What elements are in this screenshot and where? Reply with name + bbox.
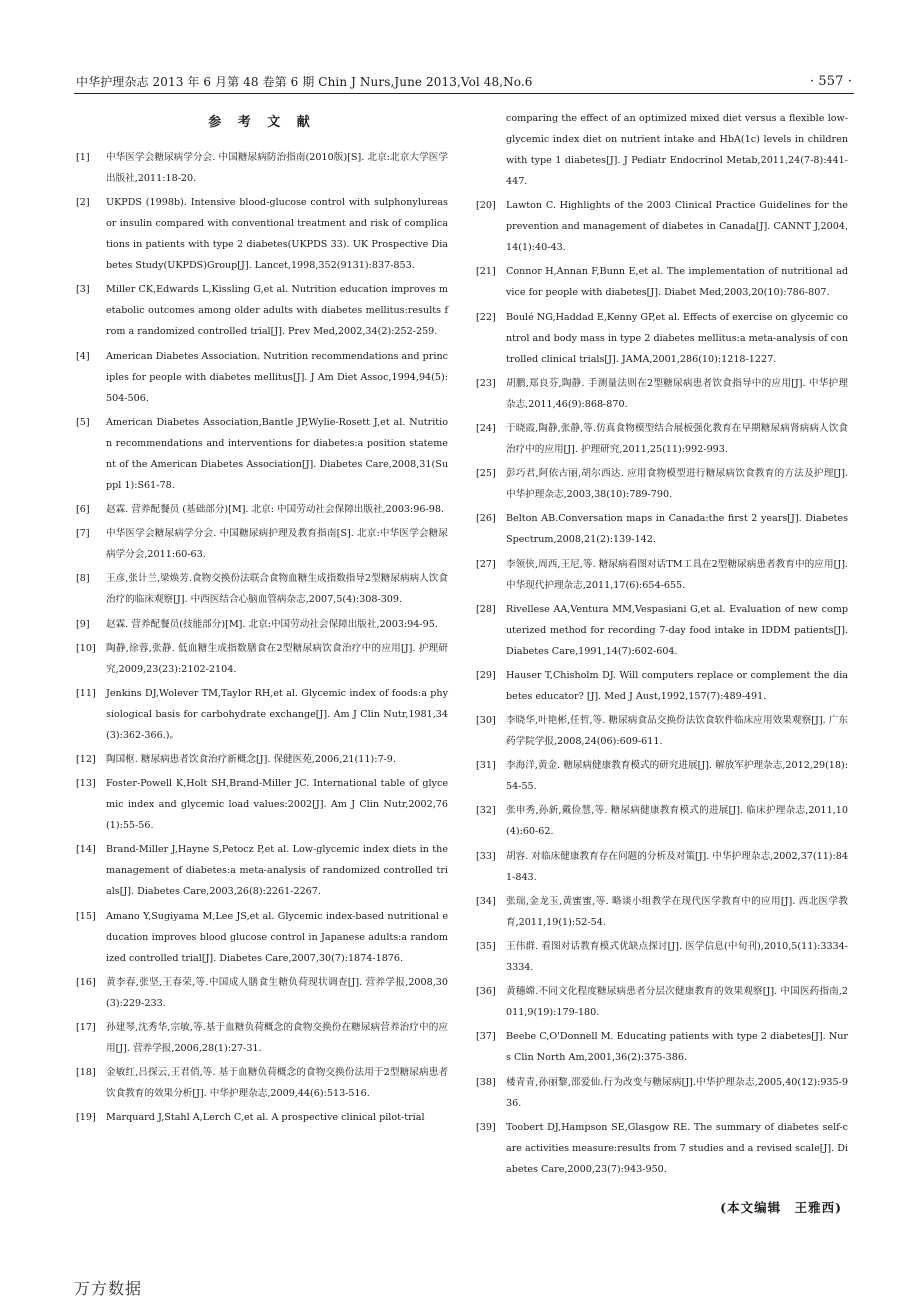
reference-entry [476,936,848,978]
reference-number: [2] [76,197,90,209]
reference-entry [76,568,448,610]
reference-entry [476,891,848,933]
reference-text: 赵霖. 营养配餐员(技能部分)[M]. 北京:中国劳动社会保障出版社,2003:94-95. [106,618,438,630]
reference-number: [14] [76,844,96,856]
reference-entry [476,800,848,842]
reference-number: [36] [476,986,496,998]
reference-number: [23] [476,377,496,389]
reference-text: 金敏红,吕探云,王君俏,等. 基于血糖负荷概念的食物交换份法用于2型糖尿病患者饮食教育的效果分析[J]. 中华护理杂志,2009,44(6):513-516. [106,1067,448,1100]
running-header [76,72,852,92]
reference-number: [35] [476,941,496,952]
right-column [476,108,848,1216]
reference-text: 黄李春,张坚,王春荣,等.中国成人膳食生糖负荷现状调查[J]. 营养学报,2008,30(3):229-233. [106,976,448,1009]
page-number: · 557 · [809,74,852,89]
reference-entry [76,906,448,969]
reference-number: [12] [76,754,96,766]
reference-number: [22] [476,311,496,323]
reference-entry [476,755,848,797]
references-heading: 参 考 文 献 [208,115,316,130]
reference-text: 陶静,徐蓉,张静. 低血糖生成指数膳食在2型糖尿病饮食治疗中的应用[J]. 护理研究,2009,23(23):2102-2104. [106,642,448,675]
reference-text: 陶国枢. 糖尿病患者饮食治疗新概念[J]. 保健医苑,2006,21(11):7-9. [106,754,396,766]
reference-text: Jenkins DJ,Wolever TM,Taylor RH,et al. Glycemic index of foods:a physiological basis for carbohydrate exchange[J]. Am J Clin Nutr,1981,34(3):362-366.)。 [106,687,448,741]
reference-number: [11] [76,687,96,699]
reference-entry [476,665,848,707]
reference-number: [32] [476,805,496,817]
reference-entry [476,373,848,415]
reference-text: 李海洋,黄金. 糖尿病健康教育模式的研究进展[J]. 解放军护理杂志,2012,29(18):54-55. [506,760,848,793]
left-column [76,108,448,1132]
reference-number: [21] [476,266,496,278]
reference-text: Boulé NG,Haddad E,Kenny GP,et al. Effects of exercise on glycemic control and body mass in type 2 diabetes mellitus:a meta-analysis of controlled clinical trials[J]. JAMA,2001,286(10):1218-1227. [506,311,848,365]
reference-number: [34] [476,895,496,907]
reference-text: Hauser T,Chisholm DJ. Will computers replace or complement the diabetes educator? [J]. Med J Aust,1992,157(7):489-491. [506,669,848,702]
reference-number: [33] [476,850,496,862]
reference-text: 黄穗嫦.不同文化程度糖尿病患者分层次健康教育的效果观察[J]. 中国医药指南,2011,9(19):179-180. [506,986,848,1019]
reference-entry [76,346,448,409]
reference-entry [476,307,848,370]
reference-entry [76,839,448,902]
reference-number: [18] [76,1067,96,1079]
reference-entry [76,773,448,836]
reference-number: [6] [76,503,90,515]
reference-entry [76,972,448,1014]
reference-text: 王彦,张计兰,梁焕芳.食物交换份法联合食物血糖生成指数指导2型糖尿病病人饮食治疗的临床观察[J]. 中西医结合心脑血管病杂志,2007,5(4):308-309. [106,573,448,606]
reference-entry [76,192,448,276]
reference-number: [30] [476,715,496,727]
reference-text: 胡容. 对临床健康教育存在问题的分析及对策[J]. 中华护理杂志,2002,37(11):841-843. [506,850,848,883]
reference-text: Belton AB.Conversation maps in Canada:the first 2 years[J]. Diabetes Spectrum,2008,21(2):139-142. [506,513,848,546]
reference-number: [13] [76,778,96,790]
reference-entry [476,710,848,752]
reference-text: comparing the effect of an optimized mixed diet versus a flexible low-glycemic index diet on nutrient intake and HbA(1c) levels in children with type 1 diabetes[J]. J Pediatr Endocrinol Metab,2011,24(7-8):441-447. [506,113,848,187]
reference-number: [8] [76,573,90,585]
reference-text: 中华医学会糖尿病学分会. 中国糖尿病护理及教育指南[S]. 北京:中华医学会糖尿病学分会,2011:60-63. [106,528,448,561]
left-reference-list [76,147,448,1128]
reference-text: American Diabetes Association. Nutrition recommendations and principles for people with diabetes mellitus[J]. J Am Diet Assoc,1994,94(5):504-506. [106,350,448,404]
reference-entry [476,463,848,505]
reference-text: 张瑞,金龙玉,黄蜜蜜,等. 略谈小组教学在现代医学教育中的应用[J]. 西北医学教育,2011,19(1):52-54. [506,895,848,928]
reference-number: [26] [476,513,496,525]
reference-entry [476,1072,848,1114]
reference-number: [5] [76,416,90,428]
reference-entry [76,683,448,746]
reference-text: Toobert DJ,Hampson SE,Glasgow RE. The summary of diabetes self-care activities measure:results from 7 studies and a revised scale[J]. Diabetes Care,2000,23(7):943-950. [506,1121,848,1175]
reference-text: 彭巧君,阿依古丽,胡尔西达. 应用食物模型进行糖尿病饮食教育的方法及护理[J]. 中华护理杂志,2003,38(10):789-790. [506,468,848,501]
reference-entry [476,599,848,662]
reference-entry [476,846,848,888]
reference-entry [76,614,448,635]
reference-entry [76,1017,448,1059]
reference-text: Brand-Miller J,Hayne S,Petocz P,et al. Low-glycemic index diets in the management of diabetes:a meta-analysis of randomized controlled trials[J]. Diabetes Care,2003,26(8):2261-2267. [106,844,448,898]
reference-text: Amano Y,Sugiyama M,Lee JS,et al. Glycemic index-based nutritional education improves blood glucose control in Japanese adults:a randomized controlled trial[J]. Diabetes Care,2007,30(7):1874-1876. [106,910,448,964]
reference-text: American Diabetes Association,Bantle JP,Wylie-Rosett J,et al. Nutrition recommendations and interventions for diabetes:a position statement of the American Diabetes Association[J]. Diabetes Care,2008,31(Suppl 1):S61-78. [106,416,448,491]
reference-number: [27] [476,558,496,570]
reference-entry [476,261,848,303]
reference-entry [76,499,448,520]
reference-entry [76,523,448,565]
reference-number: [20] [476,200,496,212]
reference-text: 李领侠,周西,王尼,等. 糖尿病看图对话TM工具在2型糖尿病患者教育中的应用[J]. 中华现代护理杂志,2011,17(6):654-655. [506,558,848,591]
reference-number: [37] [476,1031,496,1043]
reference-entry [76,749,448,770]
reference-entry [476,1026,848,1068]
reference-entry [76,412,448,496]
reference-number: [15] [76,910,96,922]
reference-number: [29] [476,669,496,681]
reference-number: [19] [76,1112,96,1124]
reference-text: Beebe C,O'Donnell M. Educating patients with type 2 diabetes[J]. Nurs Clin North Am,2001,36(2):375-386. [506,1031,848,1064]
reference-entry [476,981,848,1023]
right-reference-list [476,108,848,1180]
reference-text: 李晓华,叶艳彬,任哲,等. 糖尿病食品交换份法饮食软件临床应用效果观察[J]. 广东药学院学报,2008,24(06):609-611. [506,715,848,748]
reference-text: 楼青青,孙丽黎,邵爱仙.行为改变与糖尿病[J].中华护理杂志,2005,40(12):935-936. [506,1076,848,1109]
reference-text: Marquard J,Stahl A,Lerch C,et al. A prospective clinical pilot-trial [106,1112,425,1124]
reference-number: [31] [476,760,496,772]
reference-entry [476,195,848,258]
reference-number: [1] [76,152,90,163]
reference-text: 胡鹏,郑良芬,陶静. 手测量法则在2型糖尿病患者饮食指导中的应用[J]. 中华护理杂志,2011,46(9):868-870. [506,377,848,410]
reference-number: [17] [76,1022,96,1033]
reference-text: 孙建琴,沈秀华,宗敏,等.基于血糖负荷概念的食物交换份在糖尿病营养治疗中的应用[J]. 营养学报,2006,28(1):27-31. [106,1022,448,1054]
header-divider [74,93,854,94]
reference-number: [24] [476,422,496,434]
reference-text: UKPDS (1998b). Intensive blood-glucose control with sulphonylureas or insulin compared with conventional treatment and risk of complications in patients with type 2 diabetes(UKPDS 33). UK Prospective Diabetes Study(UKPDS)Group[J]. Lancet,1998,352(9131):837-853. [106,197,448,272]
reference-number: [28] [476,603,496,615]
reference-entry [76,279,448,342]
reference-entry [476,554,848,596]
reference-entry [476,1117,848,1180]
reference-text: Miller CK,Edwards L,Kissling G,et al. Nutrition education improves metabolic outcomes among older adults with diabetes mellitus:results from a randomized controlled trial[J]. Prev Med,2002,34(2):252-259. [106,284,448,338]
watermark-text: 万方数据 [74,1279,143,1298]
reference-text: Lawton C. Highlights of the 2003 Clinical Practice Guidelines for the prevention and management of diabetes in Canada[J]. CANNT J,2004,14(1):40-43. [506,200,848,254]
reference-number: [9] [76,618,90,630]
reference-text: 于晓霞,陶静,张静,等.仿真食物模型结合展板强化教育在早期糖尿病肾病病人饮食治疗中的应用[J]. 护理研究,2011,25(11):992-993. [506,422,848,455]
reference-entry [76,1107,448,1128]
reference-entry [76,1062,448,1104]
reference-number: [10] [76,642,96,654]
journal-citation-line: 中华护理杂志 2013 年 6 月第 48 卷第 6 期 Chin J Nurs,June 2013,Vol 48,No.6 [76,75,533,89]
reference-number: [4] [76,350,90,362]
reference-text: 赵霖. 营养配餐员 (基础部分)[M]. 北京: 中国劳动社会保障出版社,2003:96-98. [106,503,444,515]
reference-number: [25] [476,468,496,480]
reference-text: 中华医学会糖尿病学分会. 中国糖尿病防治指南(2010版)[S]. 北京:北京大学医学出版社,2011:18-20. [106,152,448,184]
reference-entry [476,108,848,192]
reference-text: Rivellese AA,Ventura MM,Vespasiani G,et al. Evaluation of new computerized method for recording 7-day food intake in IDDM patients[J]. Diabetes Care,1991,14(7):602-604. [506,603,848,657]
reference-number: [16] [76,976,96,988]
reference-entry [76,147,448,189]
editor-note: (本文编辑 王雅西) [720,1199,842,1215]
reference-number: [38] [476,1076,496,1088]
reference-entry [476,418,848,460]
reference-entry [76,638,448,680]
reference-number: [3] [76,284,90,296]
reference-text: Foster-Powell K,Holt SH,Brand-Miller JC. International table of glycemic index and glycemic load values:2002[J]. Am J Clin Nutr,2002,76(1):55-56. [106,778,448,832]
reference-text: 张申秀,孙新,戴俭慧,等. 糖尿病健康教育模式的进展[J]. 临床护理杂志,2011,10(4):60-62. [506,805,848,838]
reference-text: Connor H,Annan F,Bunn E,et al. The implementation of nutritional advice for people with diabetes[J]. Diabet Med,2003,20(10):786-807. [506,266,848,299]
reference-number: [39] [476,1121,496,1133]
reference-entry [476,508,848,550]
reference-number: [7] [76,528,90,540]
reference-text: 王伟群. 看图对话教育模式优缺点探讨[J]. 医学信息(中旬刊),2010,5(11):3334-3334. [506,941,848,973]
